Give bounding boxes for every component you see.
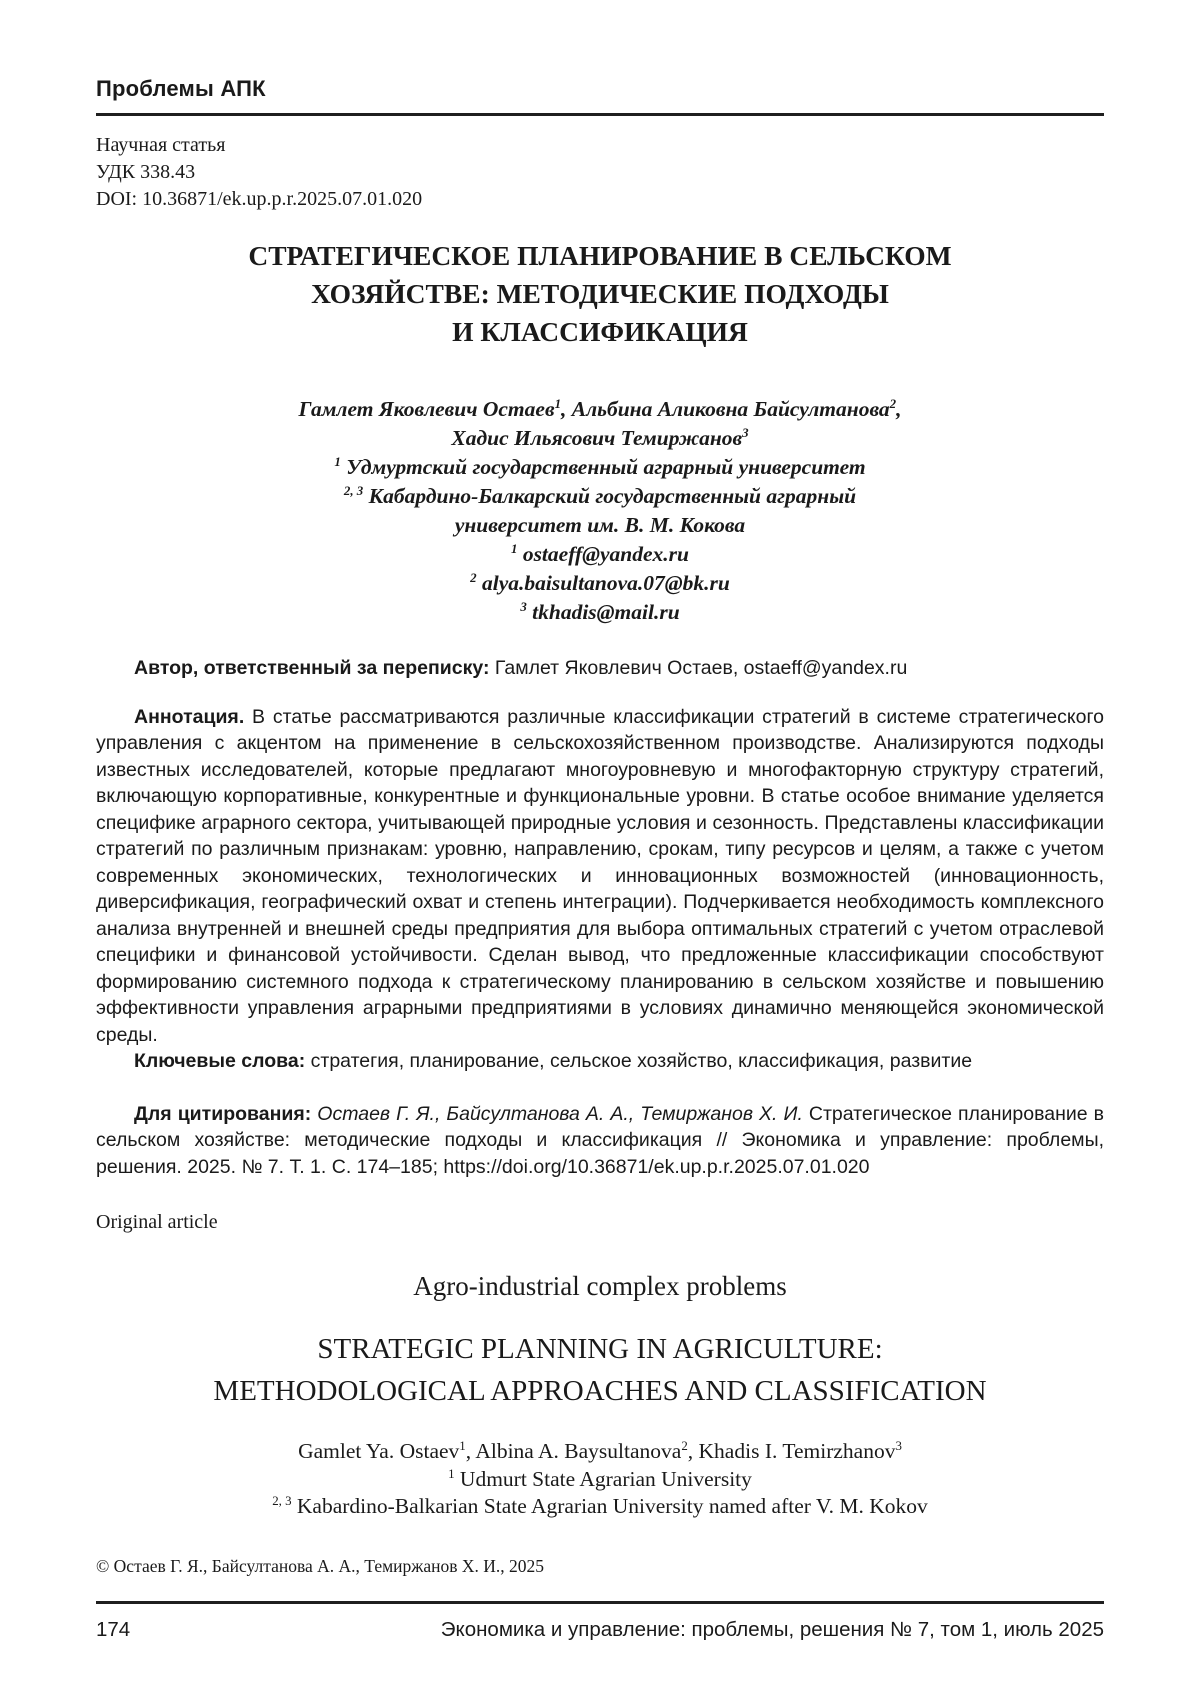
journal-issue-line: Экономика и управление: проблемы, решения № 7, том 1, июль 2025 (440, 1617, 1104, 1641)
footer-row (96, 1617, 1104, 1643)
affiliation-text: Udmurt State Agrarian University (454, 1466, 752, 1491)
email-text: tkhadis@mail.ru (526, 600, 680, 624)
email-text: alya.baisultanova.07@bk.ru (476, 571, 730, 595)
article-title-en (96, 1328, 1104, 1412)
copyright-line: © Остаев Г. Я., Байсултанова А. А., Темиржанов Х. И., 2025 (96, 1555, 545, 1576)
author-superscript: 2 (889, 396, 897, 411)
section-title-en: Agro-industrial complex problems (413, 1271, 787, 1301)
citation-authors: Остаев Г. Я., Байсултанова А. А., Темиржанов Х. И. (311, 1102, 803, 1125)
author-name: Gamlet Ya. Ostaev (298, 1439, 460, 1463)
authors-block-en (96, 1438, 1104, 1521)
title-en-line-1: STRATEGIC PLANNING IN AGRICULTURE: (317, 1333, 883, 1365)
abstract-label: Аннотация. (134, 705, 245, 728)
email-superscript: 2 (470, 570, 477, 585)
page-footer (96, 1601, 1104, 1643)
citation-text: Стратегическое планирование в сельском хозяйстве: методические подходы и классификация // Экономика и управление: проблемы, решения. 2025. № 7. Т. 1. С. 174–185; https://doi.org/10.36871/ek.up.p.r.2025.07.01.020 (96, 1102, 1104, 1178)
page-number: 174 (96, 1617, 131, 1641)
footer-rule (96, 1601, 1104, 1604)
doi-line: DOI: 10.36871/ek.up.p.r.2025.07.01.020 (96, 188, 423, 210)
authors-ru-names-line-1 (96, 395, 1104, 424)
author-name: , Albina A. Baysultanova (465, 1439, 682, 1463)
author-name: , Khadis I. Temirzhanov (687, 1439, 896, 1463)
author-email-2 (96, 569, 1104, 598)
authors-en-names (96, 1438, 1104, 1466)
article-type-ru: Научная статья (96, 134, 226, 156)
corresponding-author-line (96, 655, 1104, 682)
affiliation-superscript: 2, 3 (343, 483, 364, 498)
affiliation-ru-2-line-2: университет им. В. М. Кокова (454, 513, 746, 537)
running-head: Проблемы АПК (96, 76, 266, 101)
affiliation-superscript: 2, 3 (272, 1493, 292, 1508)
author-name: Гамлет Яковлевич Остаев (298, 397, 555, 421)
author-superscript: 3 (895, 1438, 902, 1453)
authors-ru-names-line-2 (96, 424, 1104, 453)
keywords-paragraph (96, 1048, 1104, 1075)
title-ru-line-2: ХОЗЯЙСТВЕ: МЕТОДИЧЕСКИЕ ПОДХОДЫ (311, 278, 889, 309)
keywords-label: Ключевые слова: (134, 1050, 306, 1072)
citation-label: Для цитирования: (134, 1102, 312, 1125)
author-email-1 (96, 540, 1104, 569)
author-email-3 (96, 598, 1104, 627)
title-ru-line-3: И КЛАССИФИКАЦИЯ (452, 316, 748, 347)
affiliation-ru-1 (96, 453, 1104, 482)
article-title-ru (96, 237, 1104, 351)
author-superscript: 2 (681, 1438, 688, 1453)
affiliation-en-1 (96, 1466, 1104, 1494)
article-type-en: Original article (96, 1211, 218, 1233)
abstract-text: В статье рассматриваются различные классификации стратегий в системе стратегического управления с акцентом на применение в сельскохозяйственном производстве. Анализируются подходы известных исследователей, которые предлагают многоуровневую и многофакторную структуру стратегий, включающую корпоративные, конкурентные и функциональные уровни. В статье особое внимание уделяется специфике аграрного сектора, учитывающей природные условия и сезонность. Представлены классификации стратегий по различным признакам: уровню, направлению, срокам, типу ресурсов и целям, а также с учетом современных экономических, технологических и инновационных возможностей (инновационность, диверсификация, географический охват и степень интеграции). Подчеркивается необходимость комплексного анализа внутренней и внешней среды предприятия для выбора оптимальных стратегий с учетом отраслевой специфики и финансовой устойчивости. Сделан вывод, что предложенные классификации способствуют формированию системного подхода к стратегическому планированию в сельском хозяйстве и повышению эффективности управления аграрными предприятиями в условиях динамично меняющейся экономической среды. (96, 705, 1104, 1046)
author-name: Хадис Ильясович Темиржанов (451, 426, 743, 450)
affiliation-superscript: 1 (334, 454, 341, 469)
affiliation-superscript: 1 (448, 1466, 455, 1481)
corresponding-author-value: Гамлет Яковлевич Остаев, ostaeff@yandex.ru (489, 657, 908, 679)
title-ru-line-1: СТРАТЕГИЧЕСКОЕ ПЛАНИРОВАНИЕ В СЕЛЬСКОМ (248, 240, 952, 271)
page-header (96, 76, 1104, 116)
email-superscript: 3 (520, 599, 527, 614)
author-superscript: 3 (742, 425, 749, 440)
separator: , (896, 397, 902, 421)
affiliation-text: Кабардино-Балкарский государственный аграрный (363, 484, 857, 508)
corresponding-author-label: Автор, ответственный за переписку: (134, 657, 490, 679)
email-superscript: 1 (510, 541, 518, 556)
email-text: ostaeff@yandex.ru (517, 542, 690, 566)
citation-paragraph (96, 1101, 1104, 1181)
udk-code: УДК 338.43 (96, 161, 196, 183)
affiliation-en-2 (96, 1493, 1104, 1521)
keywords-text: стратегия, планирование, сельское хозяйство, классификация, развитие (305, 1050, 973, 1072)
affiliation-text: Удмуртский государственный аграрный университет (340, 455, 866, 479)
authors-block-ru (96, 395, 1104, 627)
header-rule (96, 113, 1104, 116)
author-name: , Альбина Аликовна Байсултанова (561, 397, 890, 421)
abstract-paragraph (96, 704, 1104, 1049)
affiliation-ru-2-line-1 (96, 482, 1104, 511)
title-en-line-2: METHODOLOGICAL APPROACHES AND CLASSIFICATION (213, 1375, 987, 1407)
affiliation-text: Kabardino-Balkarian State Agrarian University named after V. M. Kokov (291, 1494, 928, 1518)
article-meta-ru (96, 132, 1104, 213)
author-superscript: 1 (554, 396, 562, 411)
abstract-section (96, 704, 1104, 1075)
author-superscript: 1 (459, 1438, 466, 1453)
